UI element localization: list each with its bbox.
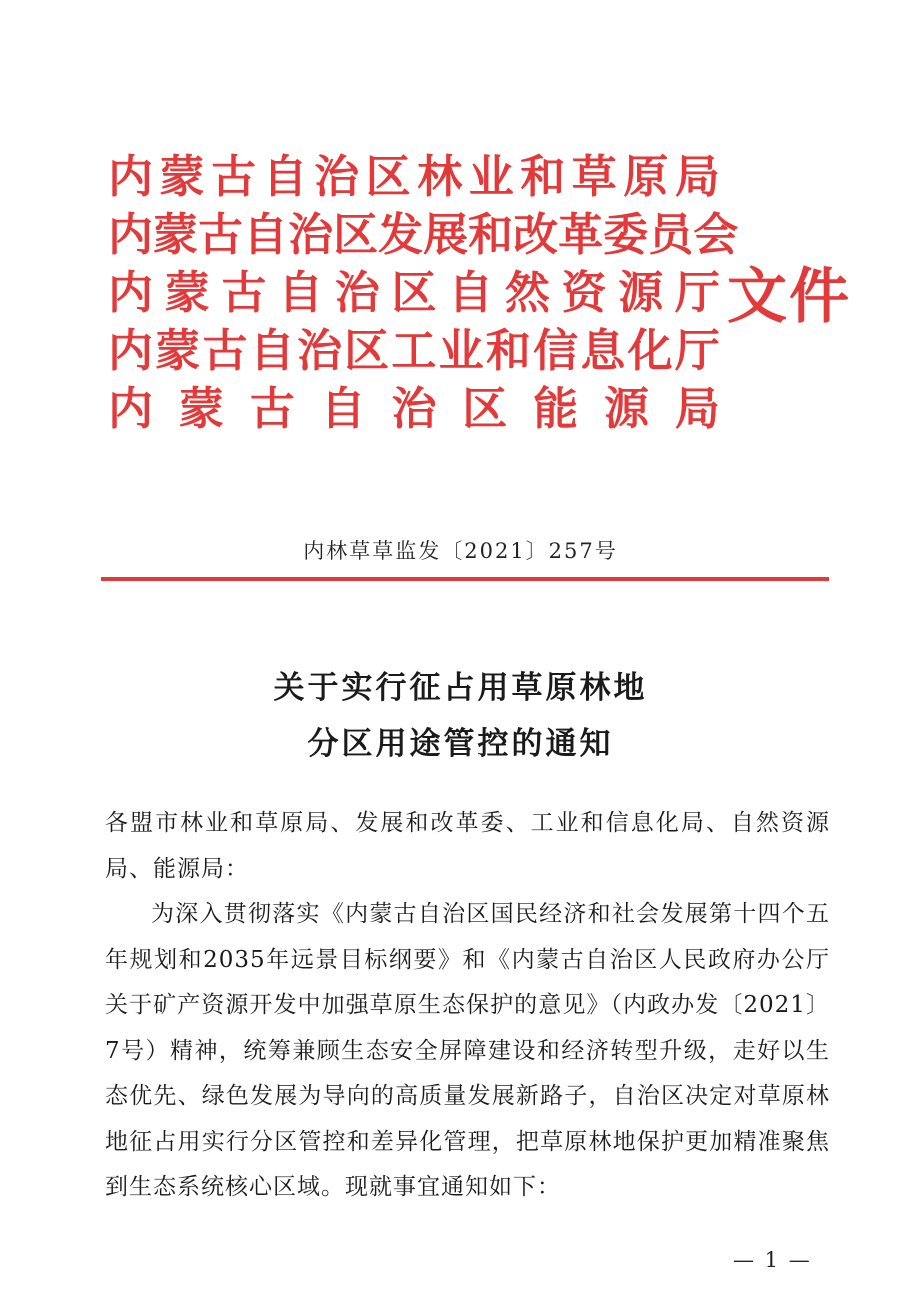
- issuer-char: 自: [320, 382, 366, 435]
- issuer-line: [108, 322, 720, 380]
- issuer-char: 治: [334, 266, 380, 319]
- issuer-char: 局: [674, 382, 720, 435]
- issuer-char: 区: [365, 150, 411, 203]
- issuer-char: 内: [108, 382, 154, 435]
- body-paragraph: 为深入贯彻落实《内蒙古自治区国民经济和社会发展第十四个五年规划和2035年远景目标纲要》和《内蒙古自治区人民政府办公厅关于矿产资源开发中加强草原生态保护的意见》（内政办发〔2021〕7号）精神，统筹兼顾生态安全屏障建设和经济转型升级，走好以生态优先、绿色发展为导向的高质量发展新路子，自治区决定对草原林地征占用实行分区管控和差异化管理，把草原林地保护更加精准聚焦到生态系统核心区域。现就事宜通知如下：: [105, 901, 830, 1200]
- issuer-line: [108, 148, 720, 206]
- issuer-char: 资: [561, 266, 607, 319]
- issuer-char: 治: [391, 382, 437, 435]
- issuer-char: 古: [211, 150, 257, 203]
- issuer-char: 古: [198, 208, 244, 261]
- issuer-char: 草: [571, 150, 617, 203]
- document-title-line-2: 分区用途管控的通知: [307, 726, 614, 762]
- issuer-char: 源: [618, 266, 664, 319]
- issuer-char: 信: [533, 324, 579, 377]
- issuer-char: 自: [243, 208, 289, 261]
- issuer-char: 内: [108, 150, 154, 203]
- issuer-char: 和: [520, 150, 566, 203]
- issuer-char: 古: [202, 324, 248, 377]
- issuer-char: 业: [438, 324, 484, 377]
- document-type-label: 文件: [727, 262, 851, 332]
- issuer-char: 厅: [674, 324, 720, 377]
- issuer-char: 自: [278, 266, 324, 319]
- issuer-line: [108, 206, 739, 264]
- issuer-char: 治: [288, 208, 334, 261]
- issuer-char: 蒙: [153, 208, 199, 261]
- issuer-char: 工: [391, 324, 437, 377]
- issuer-char: 内: [108, 208, 154, 261]
- issuer-char: 局: [674, 150, 720, 203]
- issuer-char: 厅: [674, 266, 720, 319]
- issuer-char: 古: [249, 382, 295, 435]
- issuer-char: 化: [627, 324, 673, 377]
- issuer-char: 会: [693, 208, 739, 261]
- issuer-char: 员: [648, 208, 694, 261]
- issuer-char: 区: [333, 208, 379, 261]
- addressee: 各盟市林业和草原局、发展和改革委、工业和信息化局、自然资源局、能源局：: [105, 810, 830, 882]
- issuer-char: 源: [604, 382, 650, 435]
- issuer-char: 区: [391, 266, 437, 319]
- issuer-char: 蒙: [164, 266, 210, 319]
- issuer-char: 业: [468, 150, 514, 203]
- issuer-line: [108, 380, 720, 438]
- issuer-char: 内: [108, 266, 154, 319]
- issuer-char: 林: [417, 150, 463, 203]
- issuer-char: 治: [296, 324, 342, 377]
- issuer-char: 自: [448, 266, 494, 319]
- issuer-char: 和: [485, 324, 531, 377]
- issuer-char: 内: [108, 324, 154, 377]
- issuer-char: 原: [623, 150, 669, 203]
- issuer-char: 蒙: [178, 382, 224, 435]
- page-number: — 1 —: [733, 1248, 812, 1272]
- issuer-char: 发: [378, 208, 424, 261]
- issuer-char: 委: [603, 208, 649, 261]
- issuer-line: [108, 264, 720, 322]
- document-body: [105, 801, 830, 1211]
- issuer-char: 和: [468, 208, 514, 261]
- red-divider-line: [101, 577, 829, 581]
- issuer-char: 革: [558, 208, 604, 261]
- issuer-char: 古: [221, 266, 267, 319]
- issuer-char: 区: [344, 324, 390, 377]
- issuer-char: 然: [504, 266, 550, 319]
- document-title-line-1: 关于实行征占用草原林地: [273, 670, 648, 706]
- issuer-block: [108, 148, 739, 438]
- issuer-char: 区: [462, 382, 508, 435]
- issuer-char: 自: [249, 324, 295, 377]
- issuer-char: 自: [262, 150, 308, 203]
- issuer-char: 蒙: [155, 324, 201, 377]
- issuer-char: 蒙: [159, 150, 205, 203]
- document-number: 内林草草监发〔2021〕257号: [303, 539, 618, 563]
- issuer-char: 治: [314, 150, 360, 203]
- issuer-char: 展: [423, 208, 469, 261]
- issuer-char: 息: [580, 324, 626, 377]
- issuer-char: 能: [533, 382, 579, 435]
- issuer-char: 改: [513, 208, 559, 261]
